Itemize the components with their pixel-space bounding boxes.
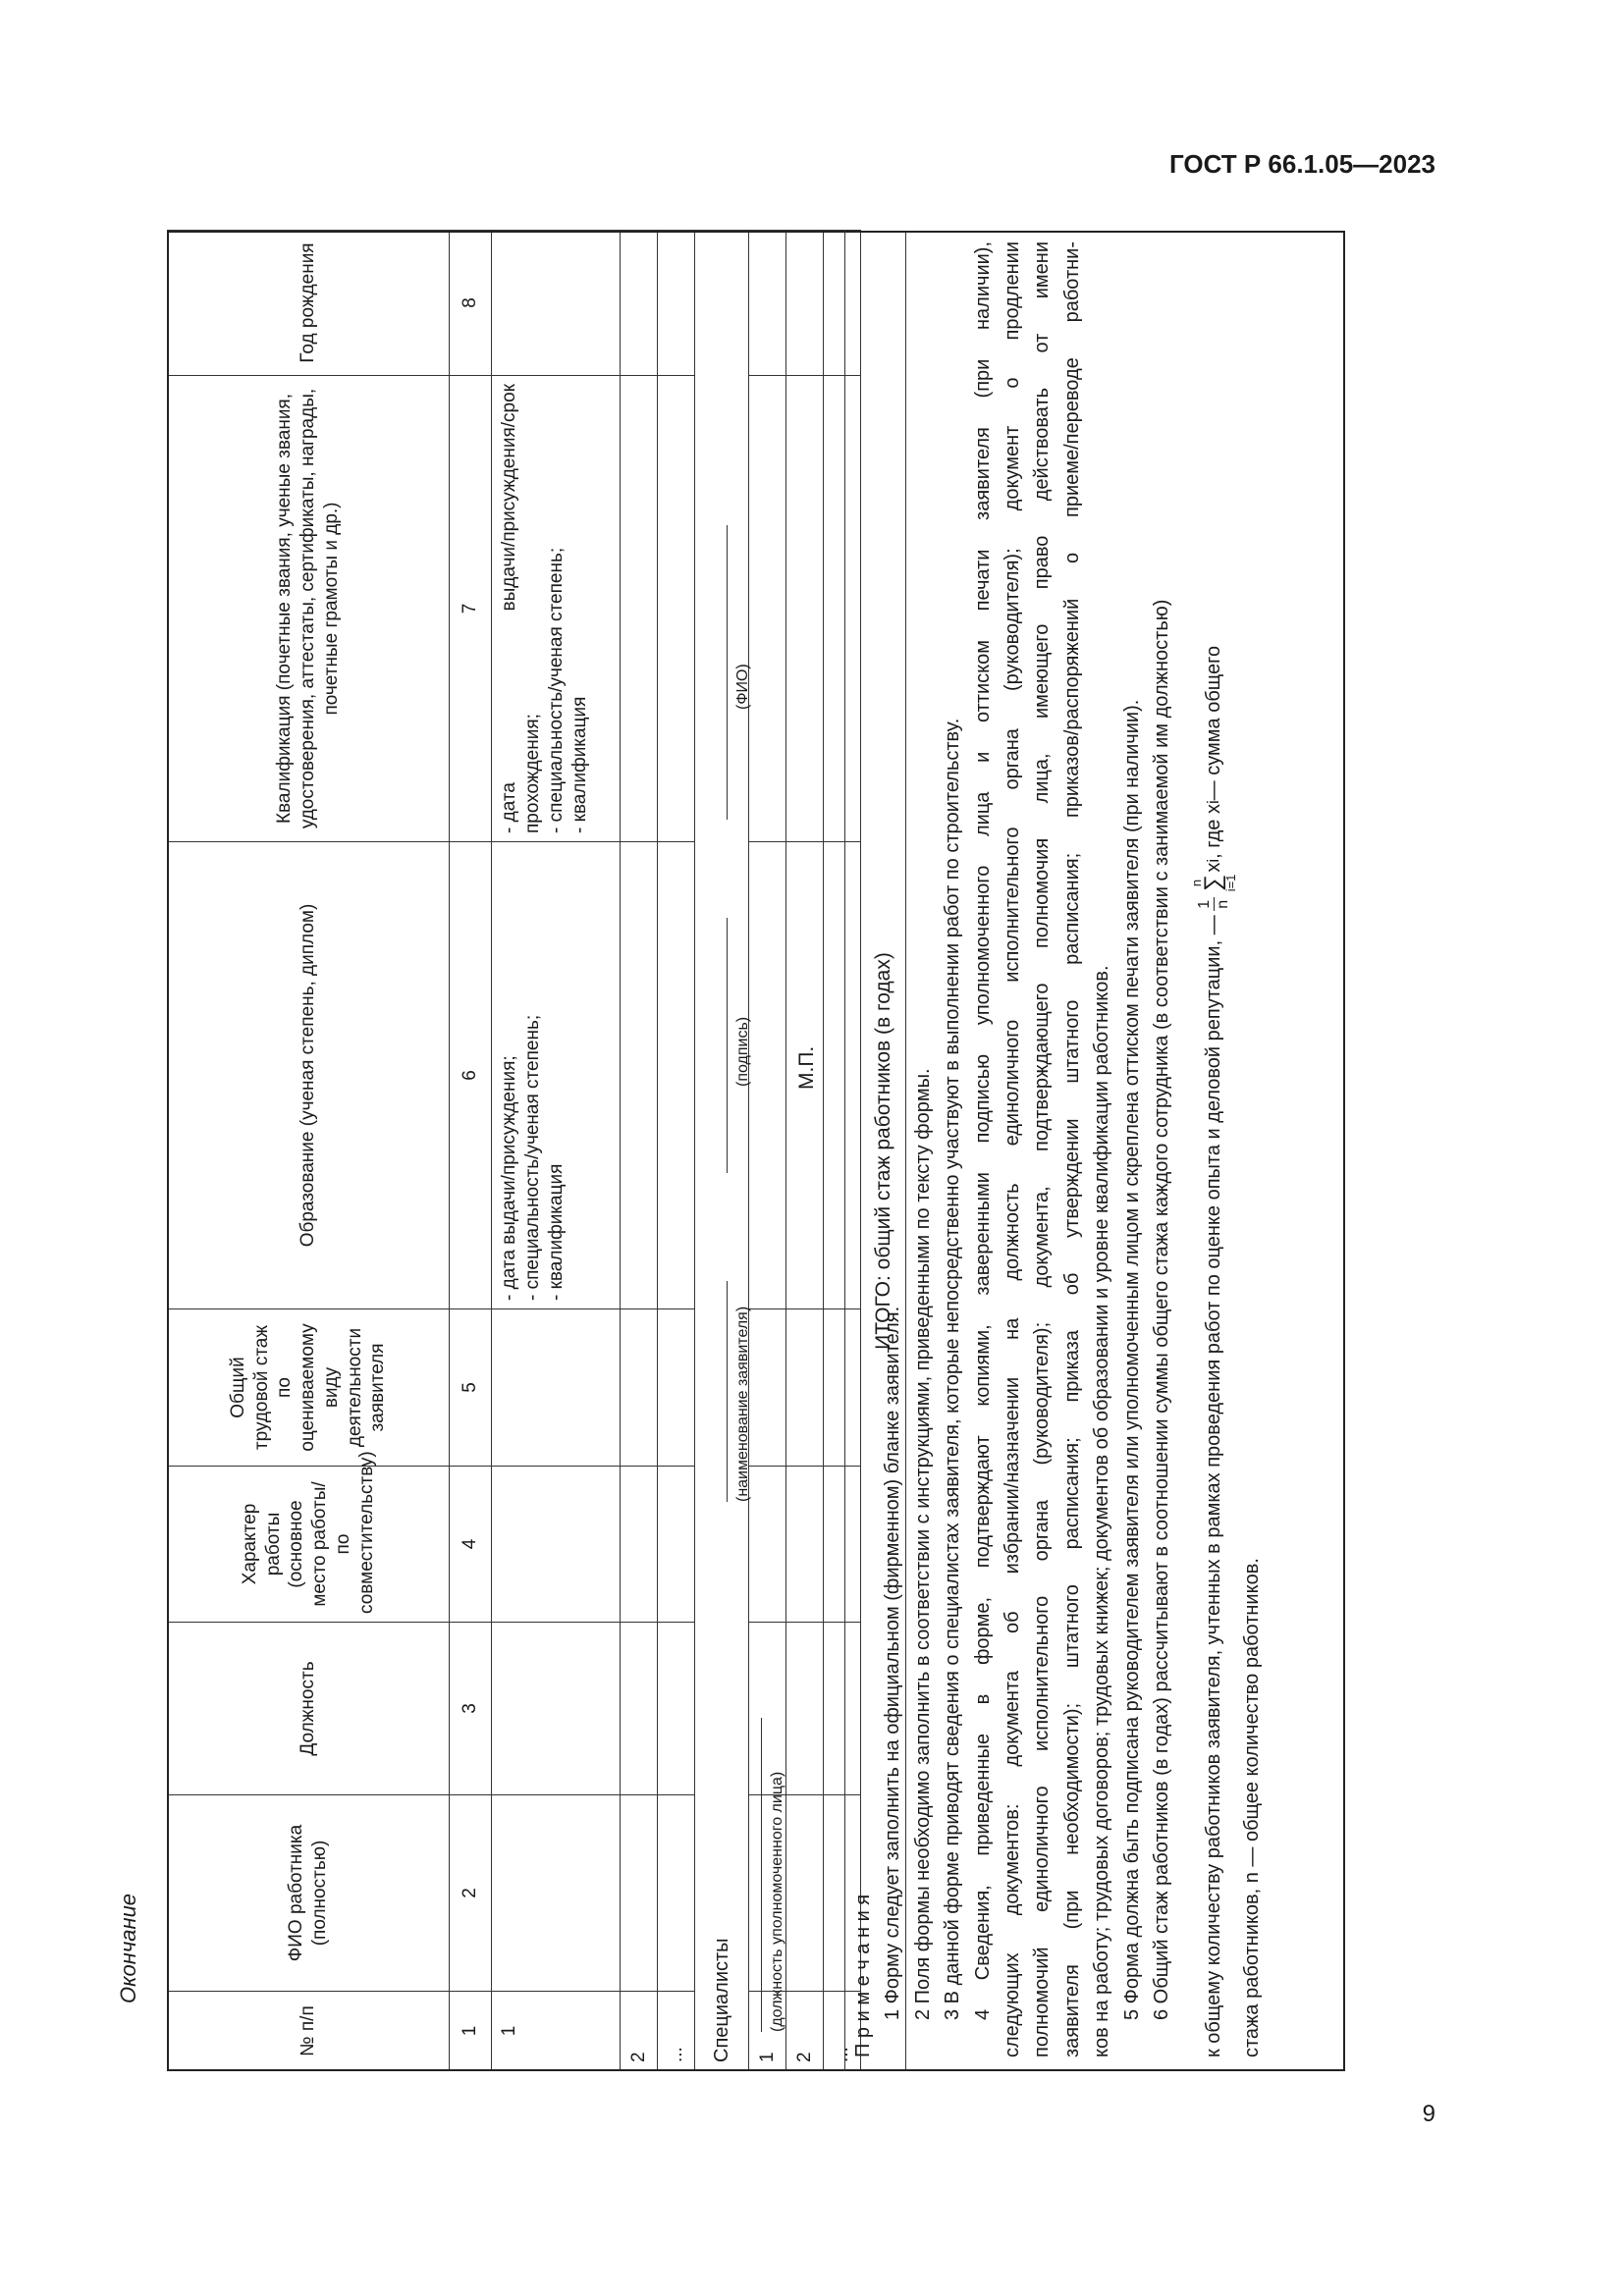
page-number: 9: [1422, 2101, 1435, 2127]
sum-symbol: [1190, 875, 1237, 892]
formula-text-subscript: i: [1204, 800, 1223, 805]
position-caption: (должность уполномоченного лица): [769, 1771, 785, 2032]
fraction-numerator: 1: [1195, 899, 1213, 909]
note-item: 2 Поля формы необходимо заполнить в соответствии с инструкциями, приведенными по тексту формы.: [911, 1068, 934, 2020]
formula-text-before: к общему количеству работников заявителя, учтенных в рамках проведения работ по оценке опыта и деловой репутации, —: [1203, 915, 1225, 2057]
qualification-line: - специальность/ученая степень;: [546, 547, 568, 833]
name-caption: (ФИО): [734, 664, 751, 710]
column-number: 4: [450, 1467, 492, 1623]
header-cell: Образование (ученая степень, диплом): [168, 842, 450, 1309]
column-number: 5: [450, 1309, 492, 1467]
column-number: 8: [450, 231, 492, 376]
row-number: 2: [621, 1992, 658, 2071]
sum-upper-limit: n: [1189, 879, 1205, 887]
note-item: 3 В данной форме приводят сведения о специалистах заявителя, которые непосредственно участвуют в выполнении работ по строительству.: [942, 718, 964, 2020]
signature-line: [761, 1718, 762, 2032]
continuation-label: Окончание: [116, 1893, 140, 2003]
fraction: [1196, 897, 1232, 911]
signature-caption: (подпись): [734, 1016, 751, 1087]
header-cell: Квалификация (почетные звания, ученые звания, удостоверения, аттестаты, сертификаты, награды, почетные грамоты и др.): [168, 376, 450, 842]
header-cell: ФИО работника (полностью): [168, 1795, 450, 1992]
signature-line: [727, 918, 728, 1173]
seal-label: М.П.: [795, 1045, 818, 1090]
notes-separator: [844, 231, 845, 2071]
row-number: 2: [786, 1992, 824, 2071]
sum-lower-limit: i=1: [1223, 874, 1239, 892]
column-number: 7: [450, 376, 492, 842]
note-item: 5 Форма должна быть подписана руководителем заявителя или уполномоченным лицом и скреплена оттиском печати заявителя (при наличии).: [1120, 699, 1143, 2020]
row-ellipsis: ...: [824, 1992, 861, 2071]
row-number: 1: [492, 1992, 621, 2071]
column-number: 6: [450, 842, 492, 1309]
header-cell: Характер работы (основное место работы/по совместительству): [168, 1467, 450, 1623]
sigma-icon: ∑: [1200, 874, 1227, 891]
education-line: - дата выдачи/присуждения;: [499, 1055, 519, 1301]
formula-line: [1190, 241, 1237, 2057]
formula-term-subscript: i: [1204, 858, 1223, 863]
note-item: 1 Форму следует заполнить на официальном (фирменном) бланке заявителя.: [882, 1306, 904, 2020]
header-cell: Год рождения: [168, 231, 450, 376]
note-item: 4 Сведения, приведенные в форме, подтверждают копиями, заверенными подписью уполномоченного лица и оттиском печати заявителя (при наличии),: [971, 241, 994, 2020]
qualification-word: - дата: [499, 782, 519, 833]
qualification-line: прохождения;: [522, 714, 544, 833]
row-number: 1: [749, 1992, 786, 2071]
note-line: следующих документов: документа об избрании/назначении на должность единоличного исполнительного органа (руководителя); документ о продлении: [1001, 241, 1024, 2057]
applicant-caption: (наименование заявителя): [734, 1306, 751, 1502]
column-number: 3: [450, 1623, 492, 1795]
standard-number: ГОСТ Р 66.1.05—2023: [1168, 149, 1435, 179]
signature-line: [727, 525, 728, 820]
header-cell: № п/п: [168, 1992, 450, 2071]
note-last-line: стажа работников, n — общее количество работников.: [1241, 1558, 1264, 2057]
signature-line: [727, 1281, 728, 1502]
formula-text-tail: — сумма общего: [1203, 645, 1225, 801]
qualification-word: выдачи/присуждения/срок: [499, 384, 519, 612]
header-cell: Должность: [168, 1623, 450, 1795]
formula-term: x: [1203, 862, 1225, 873]
column-number: 1: [450, 1992, 492, 2071]
qualification-line: - квалификация: [569, 696, 591, 833]
rotated-form-area: [167, 231, 1345, 2071]
notes-section: [848, 241, 1268, 2057]
note-line: ков на работу; трудовых договоров; трудовых книжек; документов об образовании и уровне квалификации работников.: [1091, 965, 1113, 2057]
note-line: полномочий единоличного исполнительного органа (руководителя); документа, подтверждающего полномочия лица, имеющего право действовать от имени: [1031, 241, 1054, 2057]
total-label: ИТОГО: общий стаж работников (в годах): [871, 952, 894, 1350]
row-ellipsis: ...: [658, 1992, 695, 2071]
header-cell: Общий трудовой стаж по оцениваемому виду деятельности заявителя: [168, 1309, 450, 1467]
column-number: 2: [450, 1795, 492, 1992]
notes-title: П р и м е ч а н и я: [852, 1894, 874, 2057]
education-line: - специальность/ученая степень;: [522, 1014, 544, 1301]
fraction-denominator: n: [1214, 899, 1231, 909]
formula-text-after: , где x: [1203, 804, 1225, 859]
note-item: 6 Общий стаж работников (в годах) рассчитывают в соотношении суммы общего стажа каждого сотрудника (в соответствии с занимаемой им должностью): [1151, 599, 1173, 2020]
note-line: заявителя (при необходимости); штатного расписания; приказа об утверждении штатного расписания; приказов/распоряжений о приеме/переводе работни-: [1060, 241, 1083, 2057]
section-title: Специалисты: [695, 231, 749, 2071]
education-line: - квалификация: [546, 1163, 568, 1301]
